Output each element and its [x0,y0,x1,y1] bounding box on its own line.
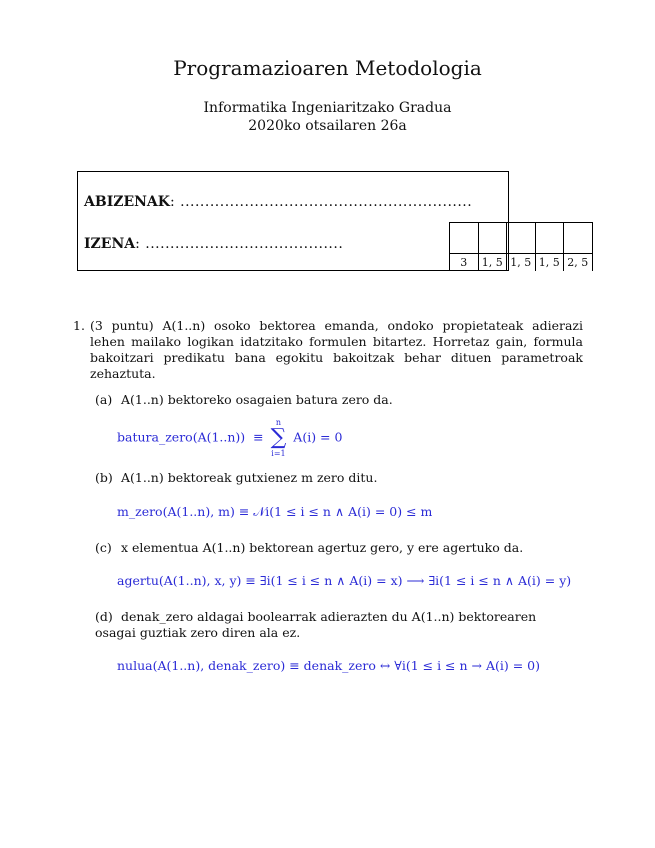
item-label: (c) [95,540,112,555]
item-b [95,470,580,486]
score-cell[interactable] [536,222,564,254]
formula-b: m_zero(A(1..n), m) ≡ 𝒩i(1 ≤ i ≤ n ∧ A(i) = 0) ≤ m [117,504,433,519]
score-weight: 1, 5 [538,256,560,269]
formula-a-lhs: batura_zero(A(1..n)) ≡ [117,429,264,445]
formula-c: agertu(A(1..n), x, y) ≡ ∃i(1 ≤ i ≤ n ∧ A(i) = x) ⟶ ∃i(1 ≤ i ≤ n ∧ A(i) = y) [117,573,572,588]
score-weight: 3 [460,256,468,269]
item-text: A(1..n) bektoreak gutxienez m zero ditu. [120,470,378,485]
score-cell[interactable] [479,222,507,254]
name-label: IZENA [84,236,136,252]
item-text: x elementua A(1..n) bektorean agertuz gero, y ere agertuko da. [120,540,524,555]
question-text: (3 puntu) A(1..n) osoko bektorea emanda, ondoko propietateak adierazi lehen mailako logikan idatzitako formulen bitartez. Horretaz gain, formula bakoitzari predikatu bana egokitu bakoitzak behar dituen parametroak zehaztuta. [90,318,583,381]
surname-dots: : ........................................................... [169,194,473,210]
item-c [95,540,580,556]
document-title: Programazioaren Metodologia [173,56,482,80]
name-dots: : ........................................ [135,236,344,252]
item-text: A(1..n) bektoreko osagaien batura zero da. [120,392,393,407]
score-grid [449,222,593,271]
question-block [73,318,583,382]
item-label: (d) [95,609,113,624]
sigma-icon: ∑ [270,425,287,450]
formula-a-rhs: A(i) = 0 [293,429,343,445]
score-column [478,222,507,271]
score-weight: 1, 5 [510,256,532,269]
degree-name: Informatika Ingeniaritzako Gradua [203,100,452,116]
sum-symbol [271,418,287,458]
score-column [563,222,593,271]
formula-d: nulua(A(1..n), denak_zero) ≡ denak_zero ↔ ∀i(1 ≤ i ≤ n → A(i) = 0) [117,658,541,673]
item-label: (a) [95,392,113,407]
exam-date: 2020ko otsailaren 26a [248,118,407,134]
formula-a [117,418,342,458]
sum-upper-bound: n [275,418,282,427]
score-cell[interactable] [507,222,535,254]
surname-field[interactable] [84,194,472,210]
name-field[interactable] [84,236,343,252]
score-column [535,222,564,271]
question-number: 1. [73,318,85,333]
student-info-box [77,171,589,271]
item-d [95,609,580,641]
score-column [449,222,478,271]
score-cell[interactable] [564,222,592,254]
score-column [506,222,535,271]
score-weight: 1, 5 [481,256,503,269]
score-cell[interactable] [450,222,478,254]
item-text: denak_zero aldagai boolearrak adierazten du A(1..n) bektorearen osagai guztiak zero diren ala ez. [95,609,537,640]
sum-lower-bound: i=1 [271,449,286,458]
surname-label: ABIZENAK [84,194,170,210]
score-weight: 2, 5 [567,256,589,269]
item-a [95,392,580,408]
item-label: (b) [95,470,113,485]
